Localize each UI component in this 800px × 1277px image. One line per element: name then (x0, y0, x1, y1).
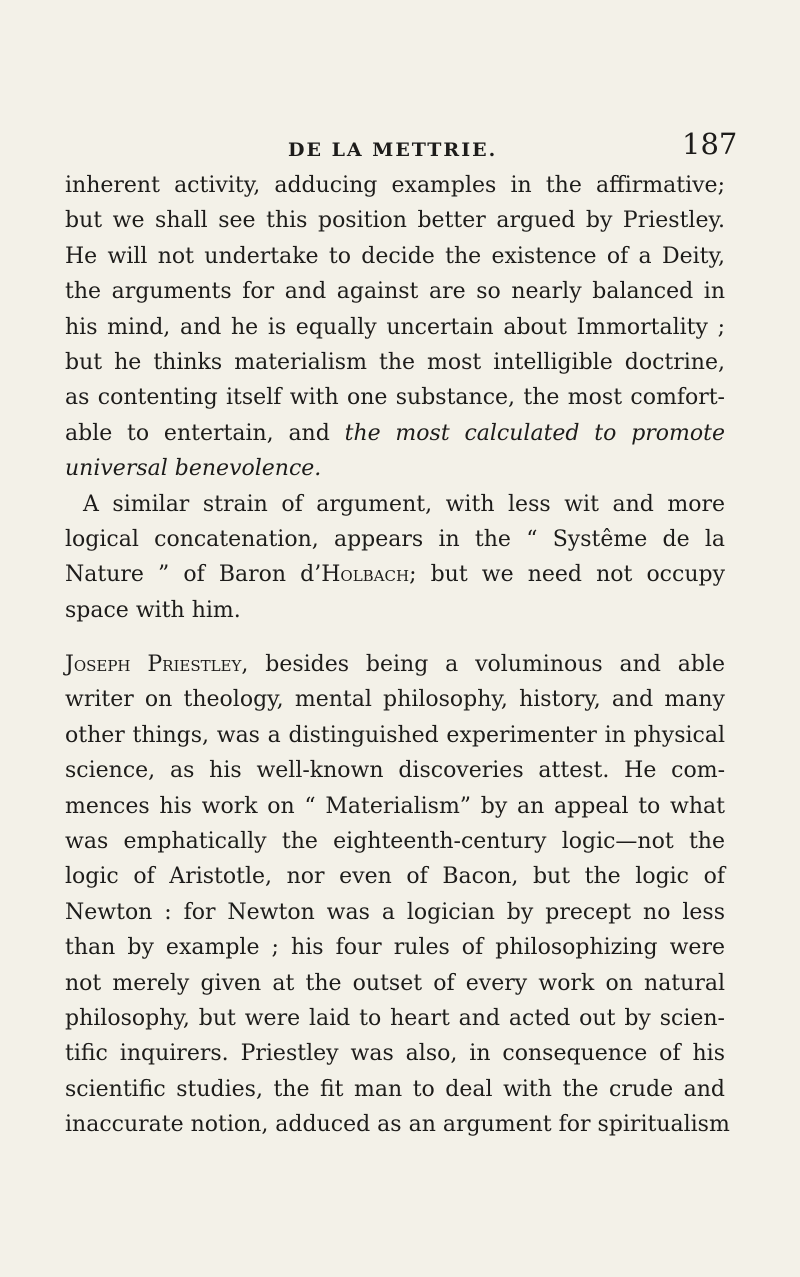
page-header (0, 127, 800, 167)
text-run: writer on theology, mental philosophy, history, and many (65, 687, 725, 713)
paragraph-3 (65, 647, 730, 1142)
running-title: DE LA METTRIE. (288, 139, 498, 161)
small-caps-run: Holbach (321, 562, 410, 588)
text-run: inherent activity, adducing examples in the affirmative; (65, 173, 725, 198)
text-line (65, 859, 725, 894)
paragraph-1 (65, 168, 725, 487)
text-line (65, 718, 725, 753)
page-number: 187 (682, 127, 738, 161)
text-run: tific inquirers. Priestley was also, in consequence of his (65, 1041, 725, 1067)
text-line (65, 753, 725, 788)
text-run: able to entertain, and (65, 420, 345, 446)
text-line (65, 593, 725, 628)
text-run: the arguments for and against are so nearly balanced in (65, 279, 725, 305)
text-run: mences his work on “ Materialism” by an appeal to what (65, 793, 725, 819)
text-line (65, 966, 725, 1001)
text-line (65, 487, 725, 522)
text-line (65, 647, 725, 682)
text-line (65, 274, 725, 309)
paragraph-2 (65, 487, 725, 629)
text-run: not merely given at the outset of every work on natural (65, 970, 725, 996)
italic-run: the most calculated to promote (344, 420, 726, 446)
text-line (65, 930, 725, 965)
text-line (65, 557, 725, 592)
text-run: scientific studies, the fit man to deal with the crude and (65, 1076, 725, 1102)
text-line (65, 380, 725, 415)
text-run: Nature ” of Baron d’ (65, 562, 322, 588)
text-run: Newton : for Newton was a logician by precept no less (65, 899, 725, 925)
text-run: as contenting itself with one substance, the most comfort- (65, 385, 725, 411)
text-run: but we shall see this position better argued by Priestley. (65, 208, 725, 234)
text-line (65, 239, 725, 274)
text-line (65, 895, 725, 930)
text-line (65, 1072, 725, 1107)
paragraph-gap (65, 628, 725, 647)
text-line (65, 1001, 725, 1036)
text-run: ; but we need not occupy (409, 562, 726, 588)
text-line (65, 1107, 730, 1142)
text-run: other things, was a distinguished experimenter in physical (65, 722, 725, 748)
text-run: , besides being a voluminous and able (241, 652, 725, 678)
text-run: but he thinks materialism the most intelligible doctrine, (65, 349, 725, 375)
small-caps-run: Joseph Priestley (65, 652, 242, 678)
text-run: He will not undertake to decide the existence of a Deity, (65, 243, 725, 269)
text-line (65, 522, 725, 557)
text-run: philosophy, but were laid to heart and acted out by scien- (65, 1005, 725, 1031)
text-line (65, 310, 725, 345)
text-line (65, 203, 725, 238)
text-run: logic of Aristotle, nor even of Bacon, but the logic of (65, 864, 725, 890)
text-line (65, 1036, 725, 1071)
text-line (65, 168, 725, 203)
text-run: inaccurate notion, adduced as an argument for spiritualism (65, 1112, 730, 1138)
text-run: was emphatically the eighteenth-century logic—not the (65, 829, 725, 855)
text-line (65, 824, 725, 859)
text-line (65, 416, 725, 451)
text-line (65, 451, 725, 486)
text-run: space with him. (65, 597, 241, 623)
text-line (65, 789, 725, 824)
text-run: science, as his well-known discoveries attest. He com- (65, 758, 725, 784)
italic-run: universal benevolence. (65, 456, 322, 482)
text-run: than by example ; his four rules of philosophizing were (65, 935, 725, 961)
body-text (65, 168, 730, 1143)
text-line (65, 345, 725, 380)
text-run: his mind, and he is equally uncertain about Immortality ; (65, 314, 725, 340)
text-run: A similar strain of argument, with less wit and more (83, 491, 725, 517)
text-run: logical concatenation, appears in the “ Systême de la (65, 526, 725, 552)
text-line (65, 682, 725, 717)
